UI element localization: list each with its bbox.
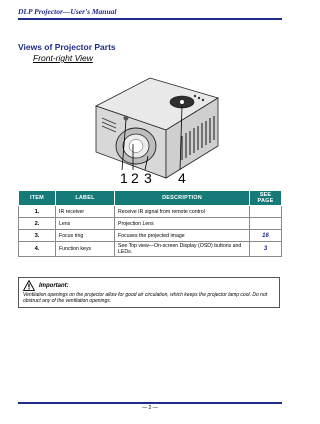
row-description: See Top view—On-screen Display (OSD) buttons and LEDs. (115, 242, 250, 257)
important-note (18, 277, 280, 308)
table-header-row (19, 191, 282, 206)
col-see-page: SEE PAGE (250, 191, 282, 206)
footer-rule (18, 402, 282, 404)
row-label: Focus ring (56, 230, 115, 242)
note-title: Important: (39, 282, 69, 289)
ir-receiver (124, 116, 129, 121)
warning-icon (23, 280, 35, 291)
row-label: IR receiver (56, 206, 115, 218)
row-label: Function keys (56, 242, 115, 257)
projector-illustration (78, 66, 228, 186)
table-row (19, 206, 282, 218)
table-row (19, 230, 282, 242)
page-number: — 2 — (142, 405, 158, 411)
callout-2: 2 (131, 170, 139, 186)
manual-title: DLP Projector—User's Manual (18, 7, 117, 16)
row-description: Projection Lens (115, 218, 250, 230)
row-item: 4. (19, 242, 56, 257)
page-header (18, 7, 282, 16)
section-subtitle: Front-right View (33, 53, 93, 63)
table-row (19, 218, 282, 230)
row-item: 2. (19, 218, 56, 230)
callout-3: 3 (144, 170, 152, 186)
row-item: 3. (19, 230, 56, 242)
row-description: Receive IR signal from remote control (115, 206, 250, 218)
callout-4: 4 (178, 170, 186, 186)
col-description: DESCRIPTION (115, 191, 250, 206)
page-link[interactable]: 3 (250, 242, 282, 257)
col-item: ITEM (19, 191, 56, 206)
page-link[interactable]: 16 (250, 230, 282, 242)
col-label: LABEL (56, 191, 115, 206)
section-title: Views of Projector Parts (18, 42, 116, 52)
note-text: Ventilation openings on the projector allow for good air circulation, which keeps the projector lamp cool. Do not obstruct any of the ventilation openings. (23, 292, 268, 305)
callout-numbers (117, 170, 197, 186)
row-item: 1. (19, 206, 56, 218)
header-rule (18, 18, 282, 20)
row-page (250, 218, 282, 230)
parts-table (18, 190, 282, 257)
table-row (19, 242, 282, 257)
row-description: Focuses the projected image (115, 230, 250, 242)
row-label: Lens (56, 218, 115, 230)
callout-1: 1 (120, 170, 128, 186)
row-page (250, 206, 282, 218)
